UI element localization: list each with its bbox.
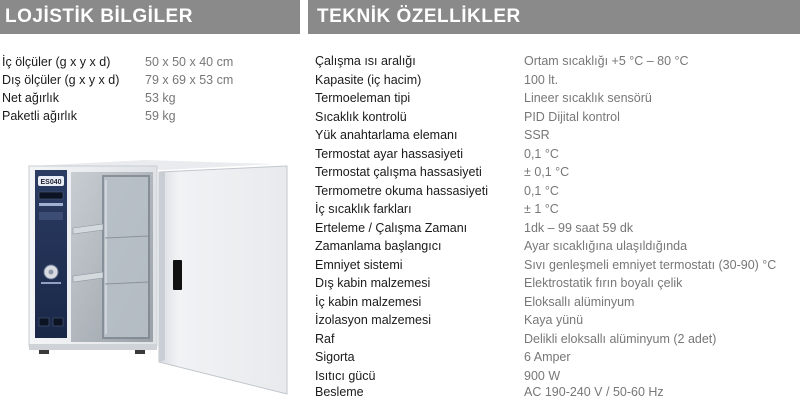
technical-value: Lineer sıcaklık sensörü bbox=[524, 91, 652, 105]
technical-label: Kapasite (iç hacim) bbox=[315, 72, 422, 87]
technical-label: Isıtıcı gücü bbox=[315, 368, 376, 383]
technical-value: Ayar sıcaklığına ulaşıldığında bbox=[524, 239, 688, 253]
logistics-value: 79 x 69 x 53 cm bbox=[145, 73, 234, 87]
logistics-label: İç ölçüler (g x y x d) bbox=[2, 55, 111, 69]
technical-label: Erteleme / Çalışma Zamanı bbox=[315, 220, 468, 235]
technical-label: Yük anahtarlama elemanı bbox=[315, 128, 458, 142]
technical-value: ± 1 °C bbox=[524, 202, 559, 216]
technical-label: Çalışma ısı aralığı bbox=[315, 54, 416, 68]
technical-value: Ortam sıcaklığı +5 °C – 80 °C bbox=[524, 54, 689, 68]
technical-value: 900 W bbox=[524, 368, 561, 383]
logistics-value: 59 kg bbox=[145, 109, 176, 123]
technical-label: Raf bbox=[315, 331, 335, 346]
technical-label: Sigorta bbox=[315, 350, 355, 364]
logistics-label: Dış ölçüler (g x y x d) bbox=[2, 73, 120, 87]
technical-label: İç sıcaklık farkları bbox=[315, 202, 412, 216]
technical-value: Sıvı genleşmeli emniyet termostatı (30-90) °C bbox=[524, 257, 777, 272]
technical-value: Delikli eloksallı alüminyum (2 adet) bbox=[524, 331, 717, 346]
logistics-label: Paketli ağırlık bbox=[2, 109, 78, 123]
technical-value: 6 Amper bbox=[524, 350, 571, 364]
technical-value: AC 190-240 V / 50-60 Hz bbox=[524, 385, 664, 399]
technical-label: Sıcaklık kontrolü bbox=[315, 109, 407, 124]
technical-value: Elektrostatik fırın boyalı çelik bbox=[524, 276, 683, 290]
technical-value: Kaya yünü bbox=[524, 313, 584, 327]
model-label: ES040 bbox=[40, 179, 62, 186]
technical-label: İzolasyon malzemesi bbox=[315, 313, 432, 327]
technical-label: Emniyet sistemi bbox=[315, 257, 403, 272]
technical-value: 100 lt. bbox=[524, 72, 559, 87]
technical-value: 0,1 °C bbox=[524, 183, 559, 198]
technical-label: Termostat ayar hassasiyeti bbox=[315, 146, 463, 161]
technical-label: Termometre okuma hassasiyeti bbox=[315, 183, 488, 198]
logistics-value: 50 x 50 x 40 cm bbox=[145, 55, 234, 69]
logistics-title: LOJİSTİK BİLGİLER bbox=[0, 0, 300, 34]
technical-value: ± 0,1 °C bbox=[524, 165, 570, 179]
incubator-image bbox=[25, 158, 300, 401]
technical-label: Besleme bbox=[315, 385, 364, 399]
technical-label: Termostat çalışma hassasiyeti bbox=[315, 165, 482, 179]
logistics-value: 53 kg bbox=[145, 91, 176, 105]
technical-label: Zamanlama başlangıcı bbox=[315, 239, 442, 253]
technical-label: İç kabin malzemesi bbox=[315, 294, 422, 309]
technical-label: Termoeleman tipi bbox=[315, 91, 411, 105]
technical-title: TEKNİK ÖZELLİKLER bbox=[308, 0, 800, 34]
technical-value: Eloksallı alüminyum bbox=[524, 294, 635, 309]
technical-value: 1dk – 99 saat 59 dk bbox=[524, 220, 634, 235]
technical-value: SSR bbox=[524, 128, 550, 142]
technical-value: 0,1 °C bbox=[524, 146, 559, 161]
technical-value: PID Dijital kontrol bbox=[524, 109, 620, 124]
technical-label: Dış kabin malzemesi bbox=[315, 276, 431, 290]
logistics-label: Net ağırlık bbox=[2, 91, 59, 105]
